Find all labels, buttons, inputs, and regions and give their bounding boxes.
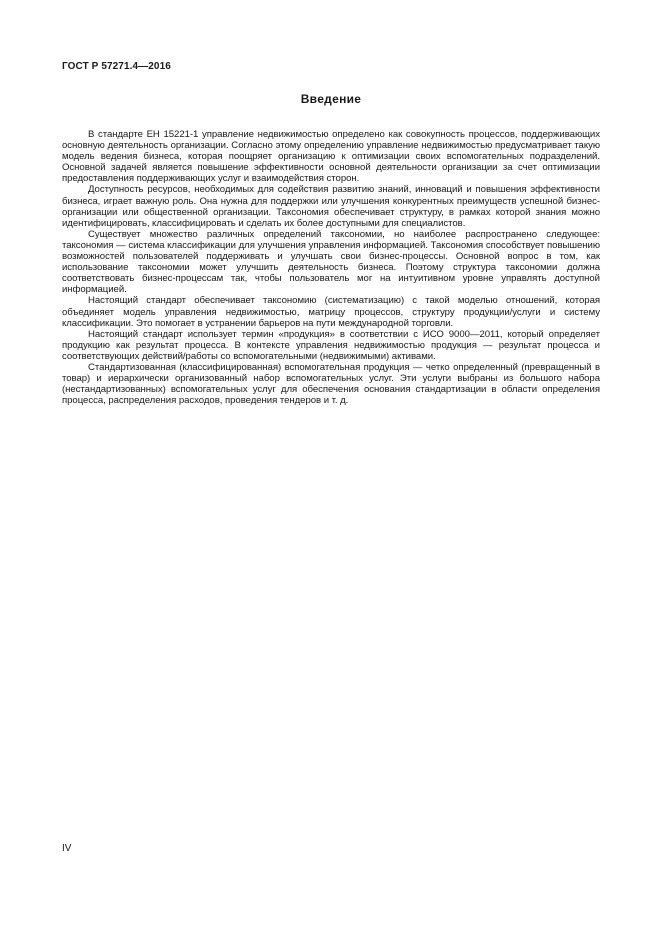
- paragraph: Настоящий стандарт использует термин «продукция» в соответствии с ИСО 9000—2011, который определяет продукцию как результат процесса. В контексте управления недвижимостью продукция — результат процесса и соответствующих действий/работы со вспомогательными (недвижимыми) активами.: [62, 328, 600, 362]
- section-body: [62, 129, 600, 406]
- paragraph: Настоящий стандарт обеспечивает таксономию (систематизацию) с такой моделью отношений, которая объединяет модель управления недвижимостью, матрицу процессов, структуру продукции/услуги и систему классификации. Это помогает в устранении барьеров на пути международной торговли.: [62, 295, 600, 329]
- paragraph: В стандарте ЕН 15221-1 управление недвижимостью определено как совокупность процессов, поддерживающих основную деятельность организации. Согласно этому определению управление недвижимостью предусматривает такую модель ведения бизнеса, которая поощряет организацию к оптимизации своих вспомогательных подразделений. Основной задачей является повышение эффективности основной деятельности организации за счет оптимизации предоставления поддерживающих услуг и взаимодействия сторон.: [62, 129, 600, 185]
- paragraph: Доступность ресурсов, необходимых для содействия развитию знаний, инноваций и повышения эффективности бизнеса, играет важную роль. Она нужна для поддержки или улучшения конкурентных преимуществ успешной бизнес-организации или общественной организации. Таксономия обеспечивает структуру, в рамках которой знания можно идентифицировать, классифицировать и сделать их более доступными для специалистов.: [62, 184, 600, 229]
- paragraph: Стандартизованная (классифицированная) вспомогательная продукция — четко определенный (превращенный в товар) и иерархически организованный набор вспомогательных услуг. Эти услуги выбраны из большого набора (нестандартизованных) вспомогательных услуг для обеспечения основания стандартизации в области определения процесса, распределения расходов, проведения тендеров и т. д.: [62, 361, 600, 407]
- section-title: Введение: [300, 92, 362, 106]
- document-id-header: ГОСТ Р 57271.4—2016: [62, 61, 171, 72]
- paragraph: Существует множество различных определений таксономии, но наиболее распространено следующее: таксономия — система классификации для улучшения управления информацией. Таксономия способствует повышению возможностей пользователей поддерживать и улучшать свои бизнес-процессы. Основной вопрос в том, как использование таксономии может улучшить деятельность бизнеса. Поэтому структура таксономии должна соответствовать бизнес-процессам так, чтобы пользователь мог на интуитивном уровне управлять доступной информацией.: [62, 228, 600, 296]
- page-number: IV: [62, 843, 72, 854]
